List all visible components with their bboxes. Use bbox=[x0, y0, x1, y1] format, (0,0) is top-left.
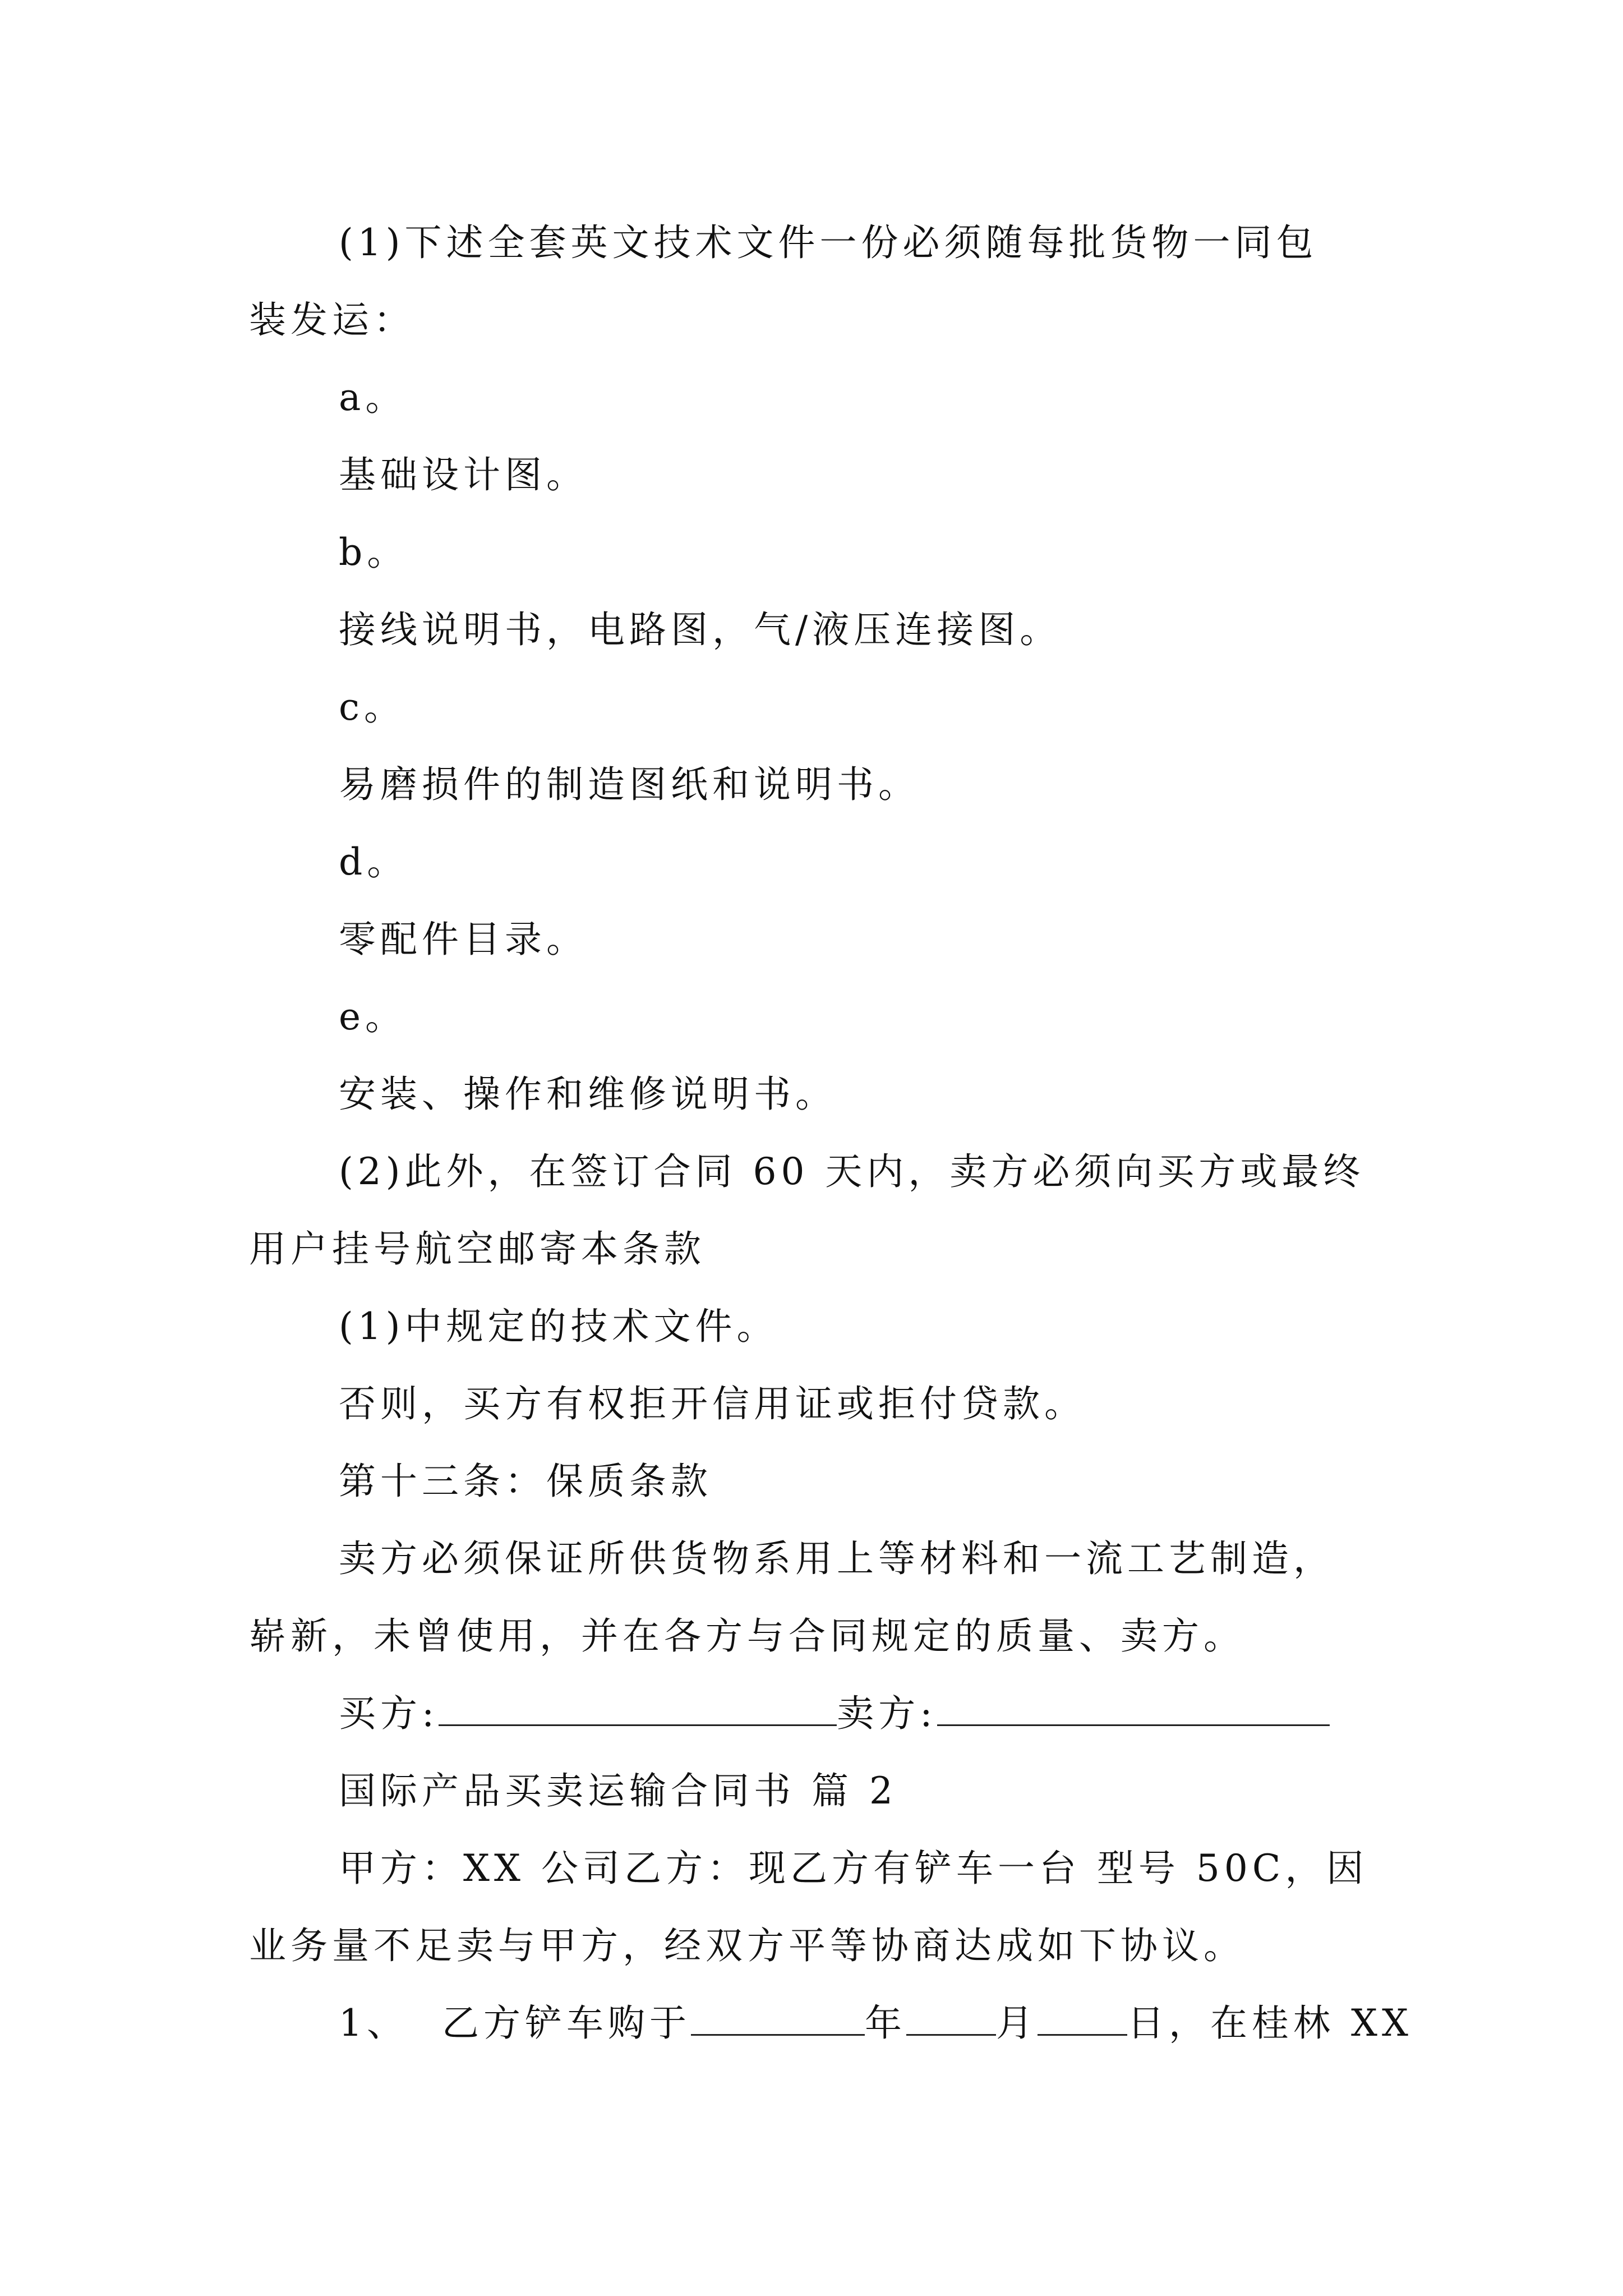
paragraph-line: 否则，买方有权拒开信用证或拒付贷款。 bbox=[339, 1382, 1086, 1425]
list-marker: a。 bbox=[339, 376, 407, 419]
paragraph-line: (2)此外，在签订合同 60 天内，卖方必须向买方或最终 bbox=[339, 1150, 1365, 1193]
list-item: 安装、操作和维修说明书。 bbox=[339, 1073, 837, 1116]
list-marker: c。 bbox=[339, 685, 405, 729]
list-item: 接线说明书，电路图，气/液压连接图。 bbox=[339, 608, 1062, 651]
paragraph-line: (1)下述全套英文技术文件一份必须随每批货物一同包 bbox=[339, 221, 1318, 264]
signature-line bbox=[339, 1688, 1330, 1739]
seller-signature-blank bbox=[937, 1691, 1330, 1726]
clause-number: 1、 bbox=[339, 2001, 408, 2045]
list-marker: e。 bbox=[339, 995, 407, 1038]
list-item: 易磨损件的制造图纸和说明书。 bbox=[339, 763, 920, 806]
article-heading: 第十三条：保质条款 bbox=[339, 1460, 712, 1503]
day-blank bbox=[1038, 2000, 1127, 2036]
list-marker: d。 bbox=[339, 840, 409, 884]
paragraph-line: 业务量不足卖与甲方，经双方平等协商达成如下协议。 bbox=[249, 1924, 1245, 1967]
month-label: 月 bbox=[996, 2001, 1038, 2045]
day-place-text: 日，在桂林 XX bbox=[1127, 2001, 1413, 2045]
list-item: 零配件目录。 bbox=[339, 918, 588, 961]
clause-line bbox=[339, 1998, 1413, 2049]
seller-label: 卖方: bbox=[837, 1692, 937, 1735]
list-marker: b。 bbox=[339, 531, 409, 574]
paragraph-line: 甲方：XX 公司乙方：现乙方有铲车一台 型号 50C，因 bbox=[339, 1847, 1368, 1890]
paragraph-line: 崭新，未曾使用，并在各方与合同规定的质量、卖方。 bbox=[249, 1614, 1245, 1658]
year-label: 年 bbox=[865, 2001, 906, 2045]
month-blank bbox=[906, 2000, 996, 2036]
buyer-label: 买方: bbox=[339, 1692, 439, 1735]
list-item: 基础设计图。 bbox=[339, 453, 588, 496]
buyer-signature-blank bbox=[439, 1691, 837, 1726]
section-title: 国际产品买卖运输合同书 篇 2 bbox=[339, 1769, 897, 1812]
clause-text: 乙方铲车购于 bbox=[442, 2001, 691, 2045]
paragraph-line: 卖方必须保证所供货物系用上等材料和一流工艺制造， bbox=[339, 1537, 1335, 1580]
paragraph-line: 用户挂号航空邮寄本条款 bbox=[249, 1227, 706, 1271]
paragraph-line: (1)中规定的技术文件。 bbox=[339, 1305, 778, 1348]
year-blank bbox=[691, 2000, 865, 2036]
paragraph-line: 装发运： bbox=[249, 298, 415, 342]
